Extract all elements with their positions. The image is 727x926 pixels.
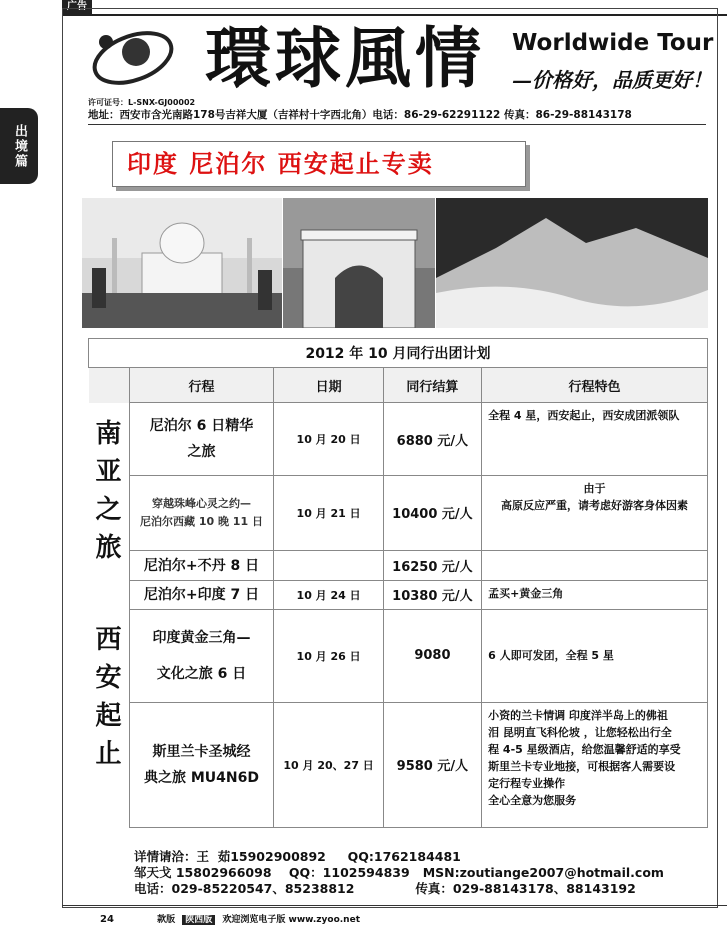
feature-cell: 6 人即可发团，全程 5 星 <box>482 609 708 702</box>
feature-cell: 孟买+黄金三角 <box>482 581 708 609</box>
price-cell: 6880 元/人 <box>383 403 481 476</box>
feature-cell: 小资的兰卡情调 印度洋半岛上的佛祖 泪 昆明直飞科伦坡 ，让您轻松出行全 程 4-5 星级酒店，给您温馨舒适的享受 斯里兰卡专业地接，可根据客人需要设 定行程专业操作 全心全意为您服务 <box>482 702 708 827</box>
contact-info: 详情请洽：王 茹15902900892 QQ:1762184481 邹天戈 15802966098 QQ：1102594839 MSN:zoutiange2007@hotmail.com 电话：029-85220547、85238812 传真：029-88143178、88143192 <box>134 849 664 896</box>
route-cell: 穿越珠峰心灵之约— 尼泊尔西藏 10 晚 11 日 <box>129 476 274 551</box>
feature-cell <box>482 550 708 580</box>
table-caption: 2012 年 10 月同行出团计划 <box>89 339 708 368</box>
route-cell: 尼泊尔+印度 7 日 <box>129 581 274 609</box>
date-cell: 10 月 26 日 <box>274 609 383 702</box>
address-line: 地址：西安市含光南路178号吉祥大厦（吉祥村十字西北角）电话：86-29-62291122 传真：86-29-88143178 <box>88 109 632 121</box>
brand-name-en: Worldwide Tour <box>512 30 714 56</box>
ad-tag: 广告 <box>62 0 92 14</box>
temple-gate-photo <box>283 198 435 328</box>
feature-cell: 全程 4 星，西安起止，西安成团派领队 <box>482 403 708 476</box>
col-header-date: 日期 <box>274 368 383 403</box>
brand-name-cn: 環球風情 <box>205 19 485 97</box>
col-header-route: 行程 <box>129 368 274 403</box>
footer-rule <box>62 905 727 906</box>
promo-banner-text: 印度 尼泊尔 西安起止专卖 <box>127 149 434 178</box>
page-footer <box>100 912 360 925</box>
date-cell: 10 月 20、27 日 <box>274 702 383 827</box>
route-cell: 尼泊尔+不丹 8 日 <box>129 550 274 580</box>
page-number: 24 <box>100 914 114 925</box>
route-cell: 印度黄金三角— 文化之旅 6 日 <box>129 609 274 702</box>
route-cell: 尼泊尔 6 日精华 之旅 <box>129 403 274 476</box>
date-cell: 10 月 20 日 <box>274 403 383 476</box>
globe-logo-icon <box>88 22 178 92</box>
feature-cell: 由于 高原反应严重，请考虑好游客身体因素 <box>482 476 708 551</box>
price-cell: 10400 元/人 <box>383 476 481 551</box>
table-row <box>89 609 708 702</box>
date-cell: 10 月 24 日 <box>274 581 383 609</box>
promo-banner <box>112 141 526 187</box>
edition-label: 款版 <box>157 915 176 925</box>
table-row <box>89 403 708 476</box>
section-tab: 出境篇 <box>0 108 38 184</box>
license-number: 许可证号：L-SNX-GJ00002 <box>88 98 196 107</box>
region-label-south-asia: 南 亚 之 旅 <box>95 418 122 563</box>
price-cell: 16250 元/人 <box>383 550 481 580</box>
col-header-feature: 行程特色 <box>482 368 708 403</box>
header-divider <box>88 124 706 125</box>
table-row <box>89 550 708 580</box>
price-cell: 10380 元/人 <box>383 581 481 609</box>
table-row <box>89 702 708 827</box>
price-cell: 9580 元/人 <box>383 702 481 827</box>
col-header-price: 同行结算 <box>383 368 481 403</box>
region-label-xian: 西 安 起 止 <box>95 625 122 769</box>
edition-box: 陕西版 <box>182 915 215 925</box>
taj-mahal-photo <box>82 198 282 328</box>
tour-schedule-table <box>88 338 708 828</box>
table-row <box>89 581 708 609</box>
price-cell: 9080 <box>383 609 481 702</box>
website-link[interactable]: 欢迎浏览电子版 www.zyoo.net <box>222 915 360 925</box>
date-cell: 10 月 21 日 <box>274 476 383 551</box>
route-cell: 斯里兰卡圣城经 典之旅 MU4N6D <box>129 702 274 827</box>
table-row <box>89 476 708 551</box>
himalaya-photo <box>436 198 708 328</box>
date-cell <box>274 550 383 580</box>
slogan: —价格好，品质更好！ <box>512 68 712 92</box>
